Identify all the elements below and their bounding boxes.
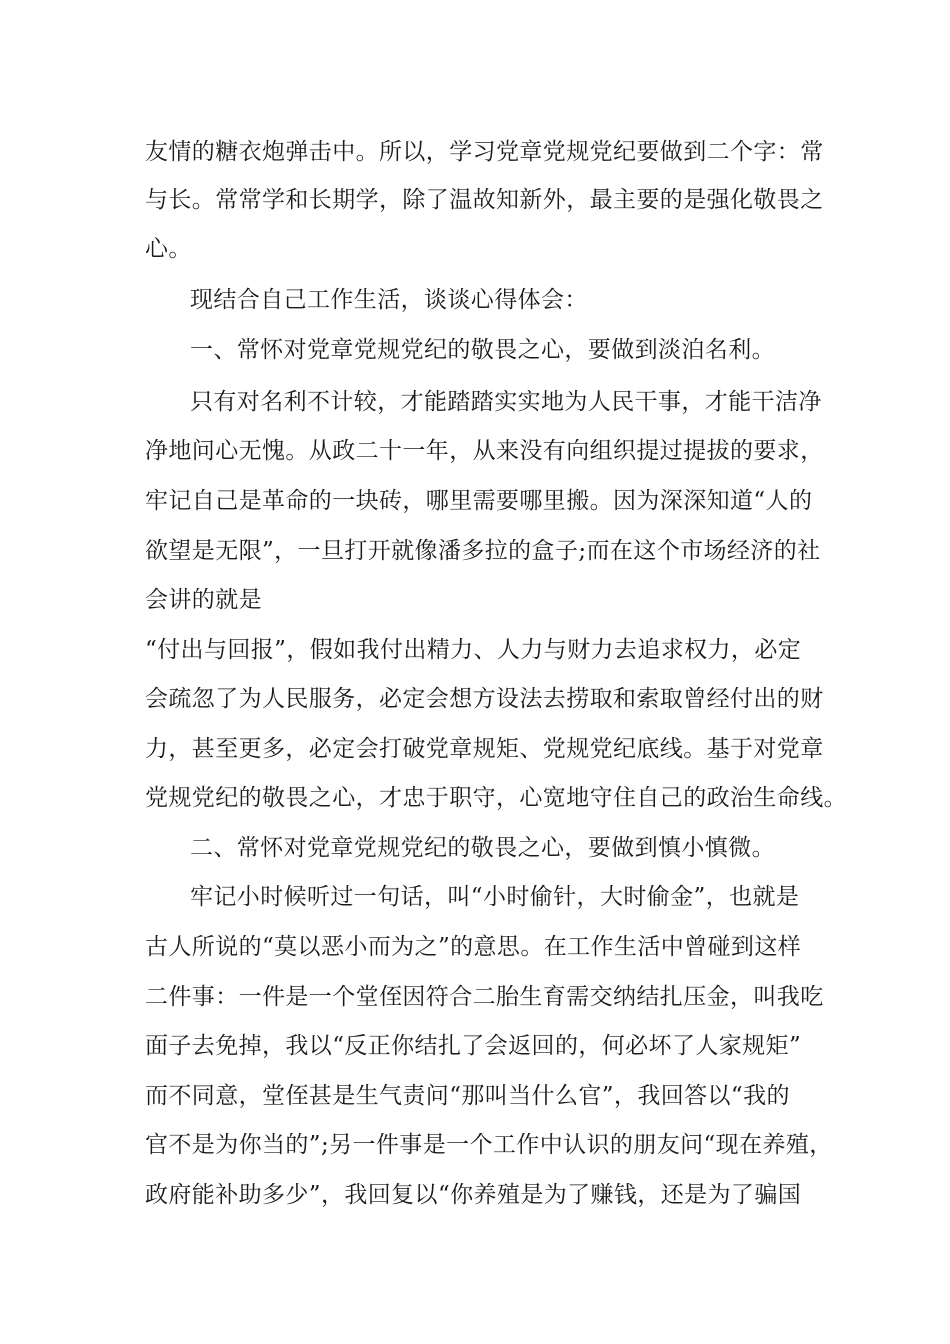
text-line: 牢记自己是革命的一块砖，哪里需要哪里搬。因为深深知道“人的 bbox=[145, 488, 813, 514]
text-line: 净地问心无愧。从政二十一年，从来没有向组织提过提拔的要求， bbox=[145, 438, 824, 464]
text-line: 与长。常常学和长期学，除了温故知新外，最主要的是强化敬畏之 bbox=[145, 187, 824, 213]
text-line: 官不是为你当的”;另一件事是一个工作中认识的朋友问“现在养殖， bbox=[145, 1132, 833, 1158]
text-line: 二件事：一件是一个堂侄因符合二胎生育需交纳结扎压金，叫我吃 bbox=[145, 984, 824, 1010]
text-line: 牢记小时候听过一句话，叫“小时偷针，大时偷金”，也就是 bbox=[190, 884, 800, 910]
text-line: 而不同意，堂侄甚是生气责问“那叫当什么官”，我回答以“我的 bbox=[145, 1083, 790, 1109]
text-line: 只有对名利不计较，才能踏踏实实地为人民干事，才能干洁净 bbox=[190, 389, 822, 415]
text-line: 欲望是无限”，一旦打开就像潘多拉的盒子;而在这个市场经济的社 bbox=[145, 538, 821, 564]
text-line: 政府能补助多少”，我回复以“你养殖是为了赚钱，还是为了骗国 bbox=[145, 1182, 802, 1208]
section-heading: 一、常怀对党章党规党纪的敬畏之心，要做到淡泊名利。 bbox=[190, 337, 775, 363]
text-line: 会讲的就是 bbox=[145, 587, 262, 613]
text-line: 党规党纪的敬畏之心，才忠于职守，心宽地守住自己的政治生命线。 bbox=[145, 785, 847, 811]
text-line: “付出与回报”，假如我付出精力、人力与财力去追求权力，必定 bbox=[145, 637, 802, 663]
text-line: 现结合自己工作生活，谈谈心得体会： bbox=[190, 287, 588, 313]
text-line: 面子去免掉，我以“反正你结扎了会返回的，何必坏了人家规矩” bbox=[145, 1033, 802, 1059]
text-line: 心。 bbox=[145, 236, 192, 262]
text-line: 会疏忽了为人民服务，必定会想方设法去捞取和索取曾经付出的财 bbox=[145, 686, 824, 712]
text-line: 友情的糖衣炮弹击中。所以，学习党章党规党纪要做到二个字：常 bbox=[145, 139, 824, 165]
text-line: 力，甚至更多，必定会打破党章规矩、党规党纪底线。基于对党章 bbox=[145, 736, 824, 762]
text-line: 古人所说的“莫以恶小而为之”的意思。在工作生活中曾碰到这样 bbox=[145, 934, 802, 960]
section-heading: 二、常怀对党章党规党纪的敬畏之心，要做到慎小慎微。 bbox=[190, 835, 775, 861]
